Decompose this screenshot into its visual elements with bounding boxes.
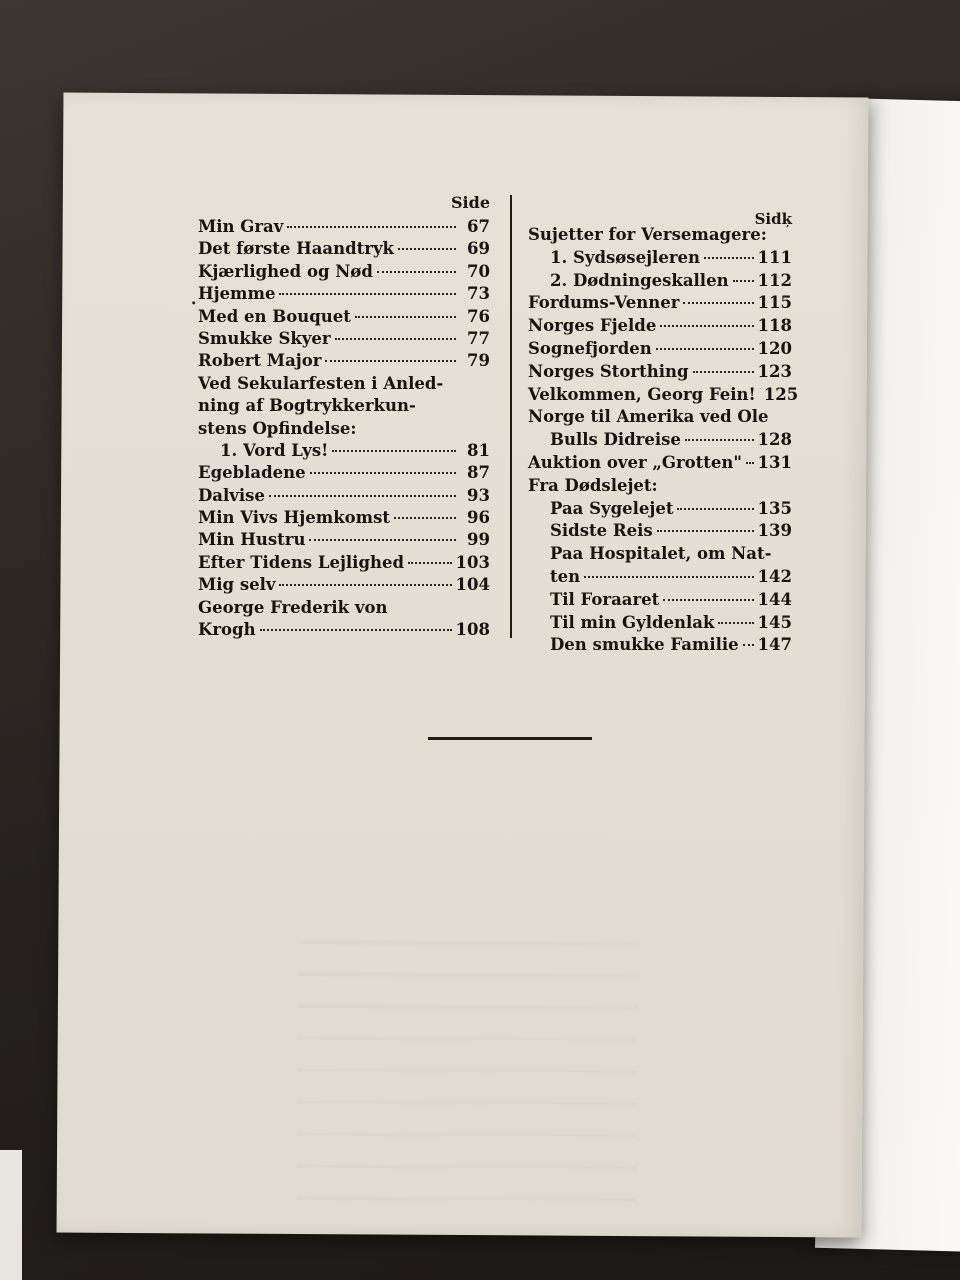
toc-entry xyxy=(528,225,792,248)
toc-entry xyxy=(528,613,792,636)
entry-title: stens Opfindelse: xyxy=(198,418,357,438)
entry-title: Til min Gyldenlak xyxy=(550,612,715,632)
page-number: 145 xyxy=(757,612,792,632)
toc-entry xyxy=(198,620,490,642)
page-number: 125 xyxy=(763,384,799,404)
dot-leader xyxy=(310,472,456,474)
page-number: 139 xyxy=(757,521,792,541)
page-number: 111 xyxy=(757,247,792,267)
toc-entry xyxy=(528,293,792,316)
toc-entry xyxy=(198,307,490,329)
page-number: 69 xyxy=(467,239,490,259)
entry-title: Norge til Amerika ved Ole xyxy=(528,407,769,427)
page-number: 76 xyxy=(467,306,490,326)
dot-leader xyxy=(657,530,754,532)
entry-title: Fra Dødslejet: xyxy=(528,475,658,495)
dot-leader xyxy=(269,495,456,497)
entry-title: Sognefjorden xyxy=(528,338,652,358)
toc-entries-left xyxy=(198,217,490,642)
page-number: 93 xyxy=(467,485,490,505)
page-number: 120 xyxy=(757,338,792,358)
page-number: 67 xyxy=(467,217,490,236)
toc-entry xyxy=(198,575,490,597)
toc-entry xyxy=(198,396,490,418)
entry-title: Med en Bouquet xyxy=(198,306,351,326)
page-number: 144 xyxy=(757,589,792,609)
dot-leader xyxy=(260,629,452,631)
page-number: 128 xyxy=(757,430,792,450)
entry-title: Sidste Reis xyxy=(550,521,653,541)
entry-title: Efter Tidens Lejlighed xyxy=(198,552,405,572)
page-number: 73 xyxy=(467,284,490,304)
toc-entry xyxy=(198,463,490,485)
dot-leader xyxy=(743,644,754,646)
page-number: 112 xyxy=(757,270,792,290)
entry-title: Krogh xyxy=(198,620,256,640)
toc-entry xyxy=(528,362,792,385)
dot-leader xyxy=(693,371,754,373)
page-number: 115 xyxy=(757,293,792,313)
toc-entry xyxy=(528,521,792,544)
dot-leader xyxy=(733,280,754,282)
toc-entry xyxy=(528,248,792,271)
dot-leader xyxy=(660,325,753,327)
page-number: 77 xyxy=(467,328,490,348)
dot-leader xyxy=(355,316,456,318)
page-number: 131 xyxy=(757,452,792,472)
toc-left-column xyxy=(198,193,490,642)
entry-title: Det første Haandtryk xyxy=(198,239,394,259)
dot-leader xyxy=(398,248,456,250)
dot-leader xyxy=(663,599,753,601)
page-edge xyxy=(0,1150,22,1280)
entry-title: Min Vivs Hjemkomst xyxy=(198,508,390,528)
dot-leader xyxy=(683,302,753,304)
side-label: Side xyxy=(451,193,490,212)
entry-title: 1. Sydsøsejleren xyxy=(550,247,701,267)
page-number: 87 xyxy=(467,463,490,483)
page-number: 96 xyxy=(467,508,490,528)
entry-title: Smukke Skyer xyxy=(198,328,331,348)
dot-leader xyxy=(746,462,754,464)
toc-entry xyxy=(198,598,490,620)
page-number: 118 xyxy=(757,316,792,336)
page-number: 70 xyxy=(467,261,490,281)
page-number: 135 xyxy=(757,498,792,518)
entry-title: Dalvise xyxy=(198,485,265,505)
toc-entry xyxy=(198,441,490,463)
toc-entry xyxy=(528,590,792,613)
toc-entry xyxy=(528,407,792,430)
entry-title: Paa Sygelejet xyxy=(550,498,674,518)
dot-leader xyxy=(279,584,451,586)
dot-leader xyxy=(584,576,753,578)
page-number: 108 xyxy=(455,620,490,640)
ink-speck xyxy=(192,301,195,304)
dot-leader xyxy=(377,271,456,273)
entry-title: Paa Hospitalet, om Nat- xyxy=(550,544,772,564)
toc-entry xyxy=(198,329,490,351)
toc-entry xyxy=(528,635,792,658)
page-number: 99 xyxy=(467,530,490,550)
entry-title: Min Grav xyxy=(198,217,284,236)
toc-entry xyxy=(198,262,490,284)
toc-entry xyxy=(528,476,792,499)
dot-leader xyxy=(332,450,456,452)
toc-entry xyxy=(198,351,490,373)
dot-leader xyxy=(677,508,753,510)
entry-title: Auktion over „Grotten" xyxy=(528,452,743,472)
toc-entry xyxy=(198,419,490,441)
toc-entry xyxy=(528,430,792,453)
page-number: 123 xyxy=(757,361,792,381)
toc-entry xyxy=(198,486,490,508)
dot-leader xyxy=(704,257,754,259)
entry-title: Mig selv xyxy=(198,575,276,595)
entry-title: Sujetter for Versemagere: xyxy=(528,225,767,244)
toc-entry xyxy=(198,284,490,306)
toc-entry xyxy=(528,384,799,408)
entry-title: Norges Storthing xyxy=(528,361,689,381)
toc-entry xyxy=(528,339,792,362)
entry-title: Hjemme xyxy=(198,284,276,304)
entry-title: ning af Bogtrykkerkun- xyxy=(198,396,416,416)
toc-entry xyxy=(198,239,490,261)
dot-leader xyxy=(325,360,456,362)
toc-entry xyxy=(198,508,490,530)
ornamental-rule xyxy=(428,737,592,740)
entry-title: Egebladene xyxy=(198,463,306,483)
entry-title: Fordums-Venner xyxy=(528,293,680,313)
toc-entry xyxy=(528,567,792,590)
toc-entry xyxy=(528,453,792,476)
dot-leader xyxy=(394,517,456,519)
toc-entries-right xyxy=(528,210,799,658)
show-through-text xyxy=(257,854,679,1217)
page-number: 147 xyxy=(757,635,792,655)
toc-entry xyxy=(198,553,490,575)
entry-title: ten xyxy=(550,566,581,586)
dot-leader xyxy=(718,622,753,624)
dot-leader xyxy=(408,562,452,564)
entry-title: George Frederik von xyxy=(198,597,388,617)
entry-title: Ved Sekularfesten i Anled- xyxy=(198,373,444,393)
dot-leader xyxy=(685,439,754,441)
toc-entry xyxy=(528,316,792,339)
page-number: 142 xyxy=(757,566,792,586)
side-label: Sidķ xyxy=(754,210,792,228)
page-number: 81 xyxy=(467,440,490,460)
entry-title: Til Foraaret xyxy=(550,589,660,609)
entry-title: Min Hustru xyxy=(198,530,306,550)
dot-leader xyxy=(656,348,754,350)
toc-right-column xyxy=(528,210,799,658)
toc-entry xyxy=(198,530,490,552)
entry-title: 1. Vord Lys! xyxy=(220,440,329,460)
page-number: 103 xyxy=(455,552,490,572)
dot-leader xyxy=(309,539,456,541)
toc-entry xyxy=(528,499,792,522)
page-number: 104 xyxy=(455,575,490,595)
entry-title: Kjærlighed og Nød xyxy=(198,261,373,281)
page-number: 79 xyxy=(467,351,490,371)
toc-entry xyxy=(198,217,490,239)
dot-leader xyxy=(335,338,456,340)
entry-title: Den smukke Familie xyxy=(550,635,739,655)
dot-leader xyxy=(279,293,456,295)
toc-entry xyxy=(198,374,490,396)
toc-entry xyxy=(528,271,792,294)
entry-title: 2. Dødningeskallen xyxy=(550,270,729,290)
dot-leader xyxy=(287,226,456,228)
entry-title: Velkommen, Georg Fein! xyxy=(528,384,756,404)
entry-title: Norges Fjelde xyxy=(528,316,657,336)
entry-title: Robert Major xyxy=(198,351,322,371)
entry-title: Bulls Didreise xyxy=(550,430,681,450)
column-divider xyxy=(510,195,512,638)
toc-entry xyxy=(528,544,792,567)
